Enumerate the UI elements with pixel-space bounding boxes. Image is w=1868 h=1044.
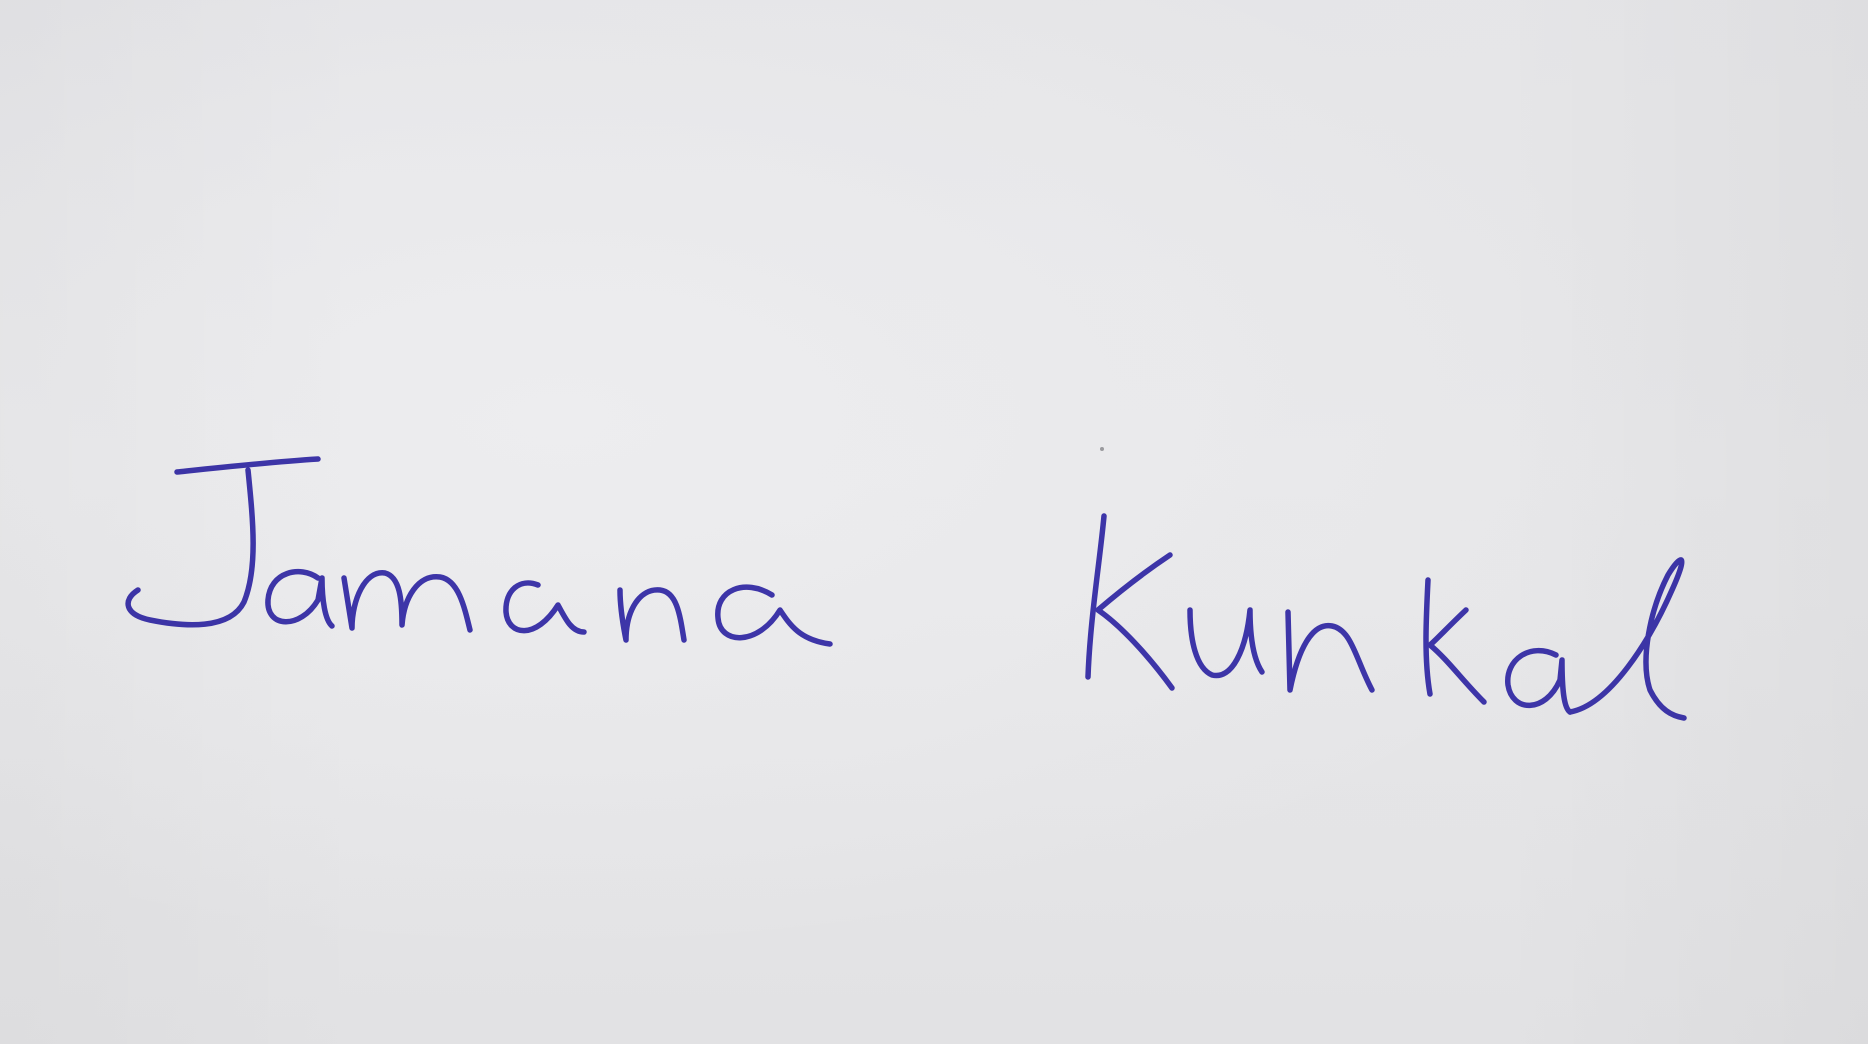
letter-a-2	[718, 587, 830, 644]
letter-k-arms	[1098, 555, 1172, 688]
letter-a-1	[268, 572, 332, 626]
letter-k2-arms	[1430, 610, 1484, 702]
letter-k2-stem	[1426, 580, 1430, 694]
letter-n	[620, 590, 684, 640]
letter-n-2	[1288, 612, 1372, 690]
letter-l	[1570, 560, 1684, 718]
word-kunkal	[1088, 516, 1684, 718]
letter-a-3	[1508, 651, 1570, 712]
letter-m	[344, 573, 470, 630]
letter-k-stem	[1088, 516, 1104, 677]
letter-u-2	[1190, 610, 1262, 676]
word-jamuna	[128, 459, 830, 644]
letter-u	[506, 583, 584, 632]
letter-j-stem	[128, 470, 253, 625]
